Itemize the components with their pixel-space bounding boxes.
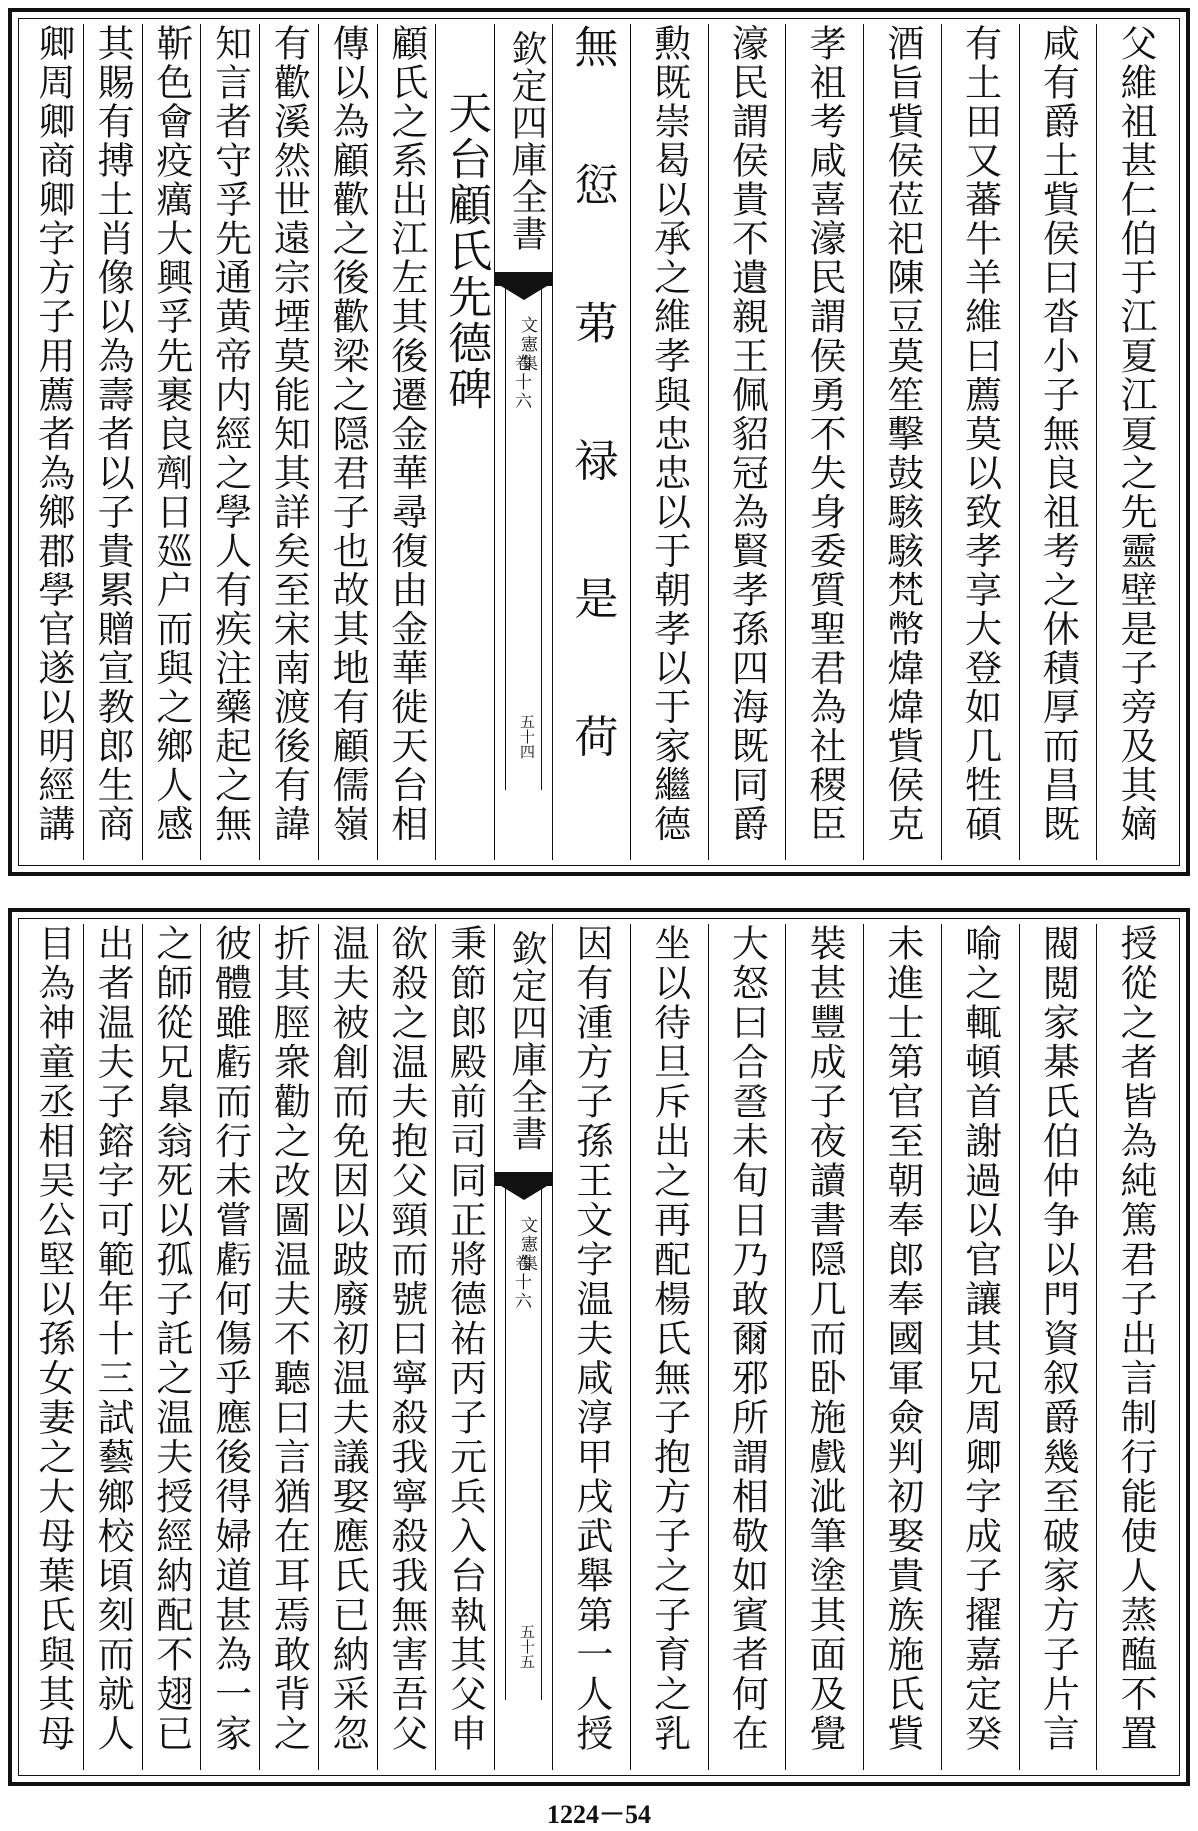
banner-title: 欽定四庫全書 <box>506 30 547 252</box>
text-column <box>200 924 259 1770</box>
text-column <box>1019 924 1097 1770</box>
text-column <box>142 24 201 860</box>
fish-tail-ornament <box>495 1172 552 1186</box>
column-text: 濠民謂侯貴不遺親王佩貂冠為賢孝孫四海既同爵 <box>725 24 769 844</box>
column-text: 有歡溪然世遠宗堙莫能知其詳矣至宋南渡後有諱 <box>267 24 311 844</box>
text-column <box>1096 924 1174 1770</box>
column-text: 孝祖考咸喜濠民謂侯勇不失身委質聖君為社稷臣 <box>803 24 847 844</box>
column-text: 目為神童丞相吴公堅以孫女妻之大母葉氏與其母 <box>31 924 75 1754</box>
text-column <box>318 24 377 860</box>
text-column <box>630 24 708 860</box>
text-column <box>1019 24 1097 860</box>
column-text: 彼體雖虧而行未嘗虧何傷乎應後得婦道甚為一家 <box>208 924 252 1754</box>
column-text: 知言者守孚先通黄帝内經之學人有疾注藥起之無 <box>208 24 252 844</box>
text-column <box>785 924 863 1770</box>
text-column <box>863 924 941 1770</box>
page-footer-number: 1224－54 <box>546 1800 651 1829</box>
collection-name: 文憲集 <box>517 316 537 373</box>
text-column <box>318 924 377 1770</box>
lower-page-columns <box>24 924 1174 1770</box>
text-column <box>941 24 1019 860</box>
fish-tail-ornament <box>495 272 552 286</box>
text-column <box>1096 24 1174 860</box>
column-text: 無愆苐禄是荷 <box>566 24 618 851</box>
volume-label: 卷十六 <box>511 1254 531 1311</box>
column-text: 傳以為顧歡之後歡梁之隠君子也故其地有顧儒嶺 <box>326 24 370 844</box>
text-column <box>377 924 436 1770</box>
text-column <box>435 924 494 1770</box>
essay-title-column <box>435 24 494 860</box>
column-text: 有土田又蕃牛羊維曰薦莫以致孝享大登如几牲碩 <box>958 24 1002 844</box>
column-text: 其賜有搏土肖像以為壽者以子貴累贈宣教郎生商 <box>91 24 135 844</box>
column-text: 閥閲家棊氏伯仲争以門資叙爵幾至破家方子片言 <box>1036 924 1080 1754</box>
text-column <box>941 924 1019 1770</box>
leaf-number: 五十四 <box>518 714 536 759</box>
column-text: 授從之者皆為純篤君子出言制行能使人蒸醢不置 <box>1114 924 1158 1754</box>
upper-page-columns <box>24 24 1174 860</box>
column-text: 大怒曰合巹未旬日乃敢爾邪所謂相敬如賓者何在 <box>725 924 769 1754</box>
column-text: 秉節郎殿前司同正將德祐丙子元兵入台執其父申 <box>443 924 487 1754</box>
column-text: 喻之輒頓首謝過以官讓其兄周卿字成子擢嘉定癸 <box>958 924 1002 1754</box>
column-text: 裝甚豐成子夜讀書隠几而卧施戲泚筆塗其面及覺 <box>803 924 847 1754</box>
lower-page <box>8 908 1190 1786</box>
column-text: 温夫被創而免因以跛廢初温夫議娶應氏已納采忽 <box>326 924 370 1754</box>
text-column <box>83 924 142 1770</box>
text-column <box>630 924 708 1770</box>
text-column <box>83 24 142 860</box>
text-column <box>142 924 201 1770</box>
center-banner <box>494 24 552 860</box>
text-column <box>24 924 83 1770</box>
column-text: 之師從兄臯翁死以孤子託之温夫授經納配不翅已 <box>149 924 193 1754</box>
text-column <box>259 24 318 860</box>
text-column <box>863 24 941 860</box>
column-text: 父維祖甚仁伯于江夏江夏之先靈壁是子旁及其嫡 <box>1114 24 1158 844</box>
upper-page <box>8 8 1190 876</box>
text-column <box>200 24 259 860</box>
column-text: 酒旨貲侯莅祀陳豆莫笙擊鼓駭駭梵幣煒煒貲侯克 <box>880 24 924 844</box>
text-column <box>708 24 786 860</box>
text-column <box>552 24 630 860</box>
leaf-number: 五十五 <box>518 1624 536 1669</box>
center-banner <box>494 924 552 1770</box>
collection-name: 文憲集 <box>517 1216 537 1273</box>
text-column <box>24 24 83 860</box>
text-column <box>377 24 436 860</box>
column-text: 咸有爵土貲侯曰沓小子無良祖考之休積厚而昌既 <box>1036 24 1080 844</box>
column-text: 靳色會疫癘大興孚先裹良劑日廵户而與之鄉人感 <box>149 24 193 844</box>
text-column <box>708 924 786 1770</box>
volume-label: 卷十六 <box>511 354 531 411</box>
column-text: 坐以待旦斥出之再配楊氏無子抱方子之子育之乳 <box>647 924 691 1754</box>
column-text: 卿周卿商卿字方子用薦者為鄉郡學官遂以明經講 <box>31 24 75 844</box>
column-text: 未進士第官至朝奉郎奉國軍僉判初娶貴族施氏貲 <box>880 924 924 1754</box>
column-text: 出者温夫子鎔字可範年十三試藝鄉校頃刻而就人 <box>91 924 135 1754</box>
column-text: 勲既崇曷以承之維孝與忠忠以于朝孝以于家繼德 <box>647 24 691 844</box>
text-column <box>259 924 318 1770</box>
column-text: 欲殺之温夫抱父頸而號曰寧殺我寧殺我無害吾父 <box>384 924 428 1754</box>
column-text: 折其脛衆勸之改圖温夫不聽曰言猶在耳焉敢背之 <box>267 924 311 1754</box>
column-text: 因有湩方子孫王文字温夫咸淳甲戌武舉第一人授 <box>569 924 613 1754</box>
text-column <box>552 924 630 1770</box>
text-column <box>785 24 863 860</box>
banner-title: 欽定四庫全書 <box>506 930 547 1152</box>
essay-title: 天台顧氏先德碑 <box>440 90 492 412</box>
column-text: 顧氏之系出江左其後遷金華尋復由金華徙天台相 <box>384 24 428 844</box>
